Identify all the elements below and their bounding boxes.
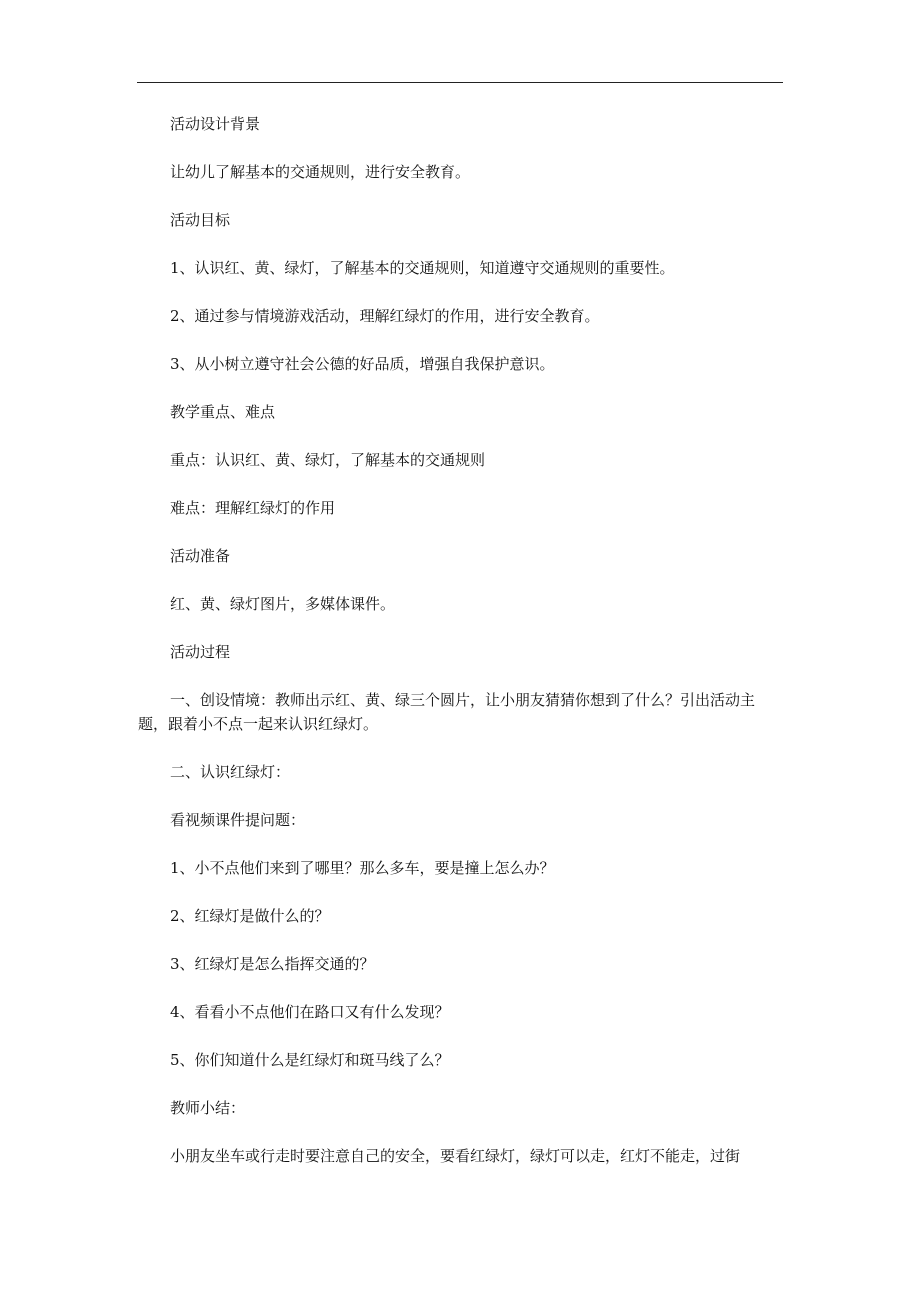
goal-item-3: 3、从小树立遵守社会公德的好品质，增强自我保护意识。 (170, 355, 555, 373)
heading-background: 活动设计背景 (170, 115, 261, 133)
question-item-2: 2、红绿灯是做什么的？ (170, 907, 330, 925)
heading-goals: 活动目标 (170, 211, 231, 229)
question-item-1: 1、小不点他们来到了哪里？那么多车，要是撞上怎么办？ (170, 859, 555, 877)
question-item-5: 5、你们知道什么是红绿灯和斑马线了么？ (170, 1051, 450, 1069)
heading-preparation: 活动准备 (170, 547, 231, 565)
key-point: 重点：认识红、黄、绿灯，了解基本的交通规则 (170, 451, 486, 469)
header-rule (137, 82, 783, 83)
question-item-4: 4、看看小不点他们在路口又有什么发现？ (170, 1003, 450, 1021)
teacher-summary-text: 小朋友坐车或行走时要注意自己的安全，要看红绿灯，绿灯可以走，红灯不能走，过街 (170, 1147, 741, 1165)
difficult-point: 难点：理解红绿灯的作用 (170, 499, 336, 517)
question-item-3: 3、红绿灯是怎么指挥交通的？ (170, 955, 375, 973)
preparation-text: 红、黄、绿灯图片，多媒体课件。 (170, 595, 396, 613)
process-step-2: 二、认识红绿灯： (170, 763, 291, 781)
heading-key-points: 教学重点、难点 (170, 403, 276, 421)
document-body (138, 112, 782, 1192)
paragraph-background: 让幼儿了解基本的交通规则，进行安全教育。 (170, 163, 471, 181)
goal-item-1: 1、认识红、黄、绿灯，了解基本的交通规则，知道遵守交通规则的重要性。 (170, 259, 675, 277)
process-step-1: 一、创设情境：教师出示红、黄、绿三个圆片，让小朋友猜猜你想到了什么？引出活动主题，跟着小不点一起来认识红绿灯。 (138, 691, 756, 733)
heading-process: 活动过程 (170, 643, 231, 661)
teacher-summary-label: 教师小结： (170, 1099, 246, 1117)
video-questions-label: 看视频课件提问题： (170, 811, 306, 829)
goal-item-2: 2、通过参与情境游戏活动，理解红绿灯的作用，进行安全教育。 (170, 307, 600, 325)
